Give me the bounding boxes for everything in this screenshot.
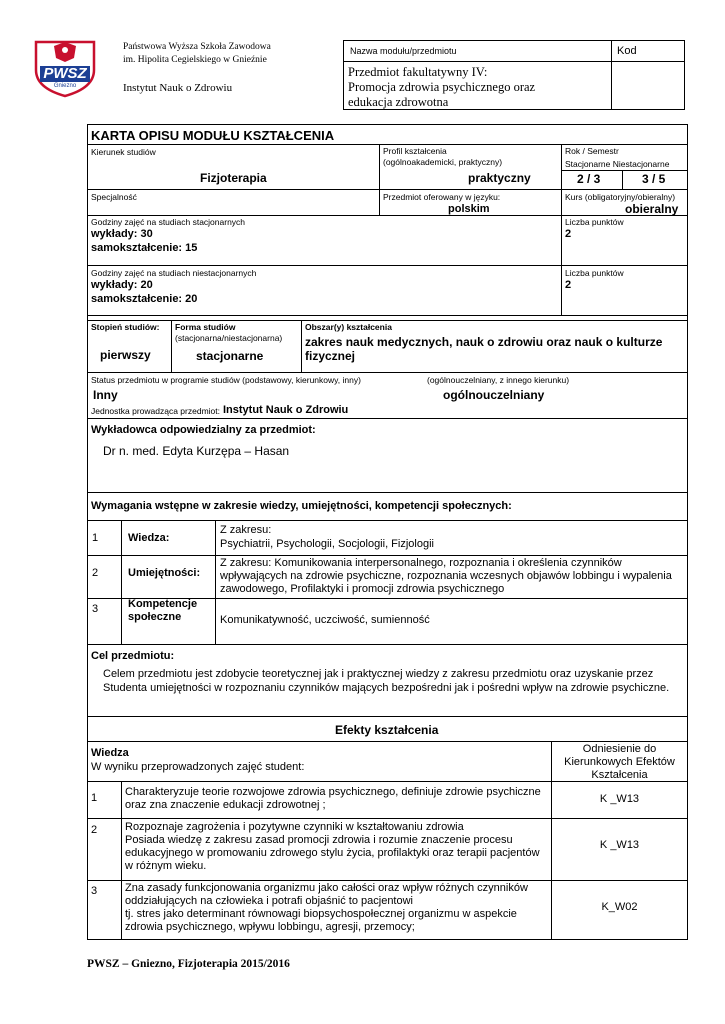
area-value: zakres nauk medycznych, nauk o zdrowiu oraz nauk o kulturze fizycznej: [305, 335, 663, 363]
requirement-row: 1 Wiedza: Z zakresu: Psychiatrii, Psychologii, Socjologii, Fizjologii: [92, 524, 434, 550]
year-label: Rok / Semestr: [565, 146, 619, 156]
goal-text: Celem przedmiotu jest zdobycie teoretycznej jak i praktycznej wiedzy z zakresu przedmiotu oraz uzyskanie przez Studenta umiejętności w rozpoznaniu czynników mających bezpośredni jak i pośredni wpływ na zdrowie psychiczne.: [103, 668, 670, 694]
course-label: Kurs (obligatoryjny/obieralny): [565, 192, 676, 202]
requirement-row: 2 Umiejętności: Z zakresu: Komunikowania interpersonalnego, rozpoznania i określenia czynników wpływających na zdrowie psychiczne, rozpoznania wczesnych objawów lobbingu i wypalenia zawodowego, Profilaktyki i promocji zdrowia psychicznego: [92, 557, 672, 595]
degree-value: pierwszy: [100, 348, 151, 362]
profile-value: praktyczny: [468, 171, 531, 185]
hours-nonstationary-label: Godziny zajęć na studiach niestacjonarnych: [91, 268, 257, 278]
code-value-cell: [611, 61, 685, 110]
goal-label: Cel przedmiotu:: [91, 650, 175, 662]
hours-stationary-label: Godziny zajęć na studiach stacjonarnych: [91, 217, 246, 227]
language-value: polskim: [448, 203, 490, 215]
effects-title: Efekty kształcenia: [335, 723, 439, 737]
hours-nonstationary-lectures: wykłady: 20: [91, 279, 153, 291]
module-title-cell: [343, 61, 612, 110]
degree-label: Stopień studiów:: [91, 322, 160, 332]
points-nonstationary-label: Liczba punktów: [565, 268, 624, 278]
year-stationary: 2 / 3: [577, 172, 601, 186]
school-line-1: Państwowa Wyższa Szkoła Zawodowa: [123, 42, 271, 52]
speciality-label: Specjalność: [91, 192, 137, 202]
course-value: obieralny: [625, 202, 679, 216]
knowledge-sublabel: W wyniku przeprowadzonych zajęć student:: [91, 761, 305, 773]
points-nonstationary-value: 2: [565, 279, 572, 291]
school-name: [123, 41, 271, 67]
module-name-label-cell: Nazwa modułu/przedmiotu: [343, 40, 612, 62]
knowledge-label: Wiedza: [91, 747, 129, 759]
hours-stationary-lectures: wykłady: 30: [91, 228, 153, 240]
school-logo: [30, 36, 100, 98]
field-value: Fizjoterapia: [200, 171, 267, 185]
institute-name: Instytut Nauk o Zdrowiu: [123, 82, 233, 94]
effect-row: 1 Charakteryzuje teorie rozwojowe zdrowia psychicznego, definiuje zdrowie psychiczne oraz zna znaczenie edukacji zdrowotnej ; K _W13: [91, 786, 640, 811]
status-label: Status przedmiotu w programie studiów (podstawowy, kierunkowy, inny): [91, 375, 361, 385]
logo-text: PWSZ: [43, 65, 87, 82]
reference-header: Odniesienie do Kierunkowych Efektów Kształcenia: [564, 743, 675, 781]
hours-stationary-self: samokształcenie: 15: [91, 242, 198, 254]
form-value: stacjonarne: [196, 349, 264, 363]
code-label-cell: Kod: [611, 40, 685, 62]
points-stationary-value: 2: [565, 228, 572, 240]
year-nonstationary: 3 / 5: [642, 172, 666, 186]
status-value: Inny: [93, 388, 118, 402]
effect-row: 3 Zna zasady funkcjonowania organizmu jako całości oraz wpływ różnych czynników oddziałujących na człowieka i potrafi objaśnić to pacjentowi tj. stres jako determinant równowagi biopsychospołecznej organizmu w aspekcie zdrowia psychicznego, wpływu lobbingu, agresji, przemocy; K_W02: [91, 882, 638, 933]
language-label: Przedmiot oferowany w języku:: [383, 192, 501, 202]
points-stationary-label: Liczba punktów: [565, 217, 624, 227]
unit-label: Jednostka prowadząca przedmiot:: [91, 406, 220, 416]
module-title: Przedmiot fakultatywny IV: Promocja zdrowia psychicznego oraz edukacja zdrowotna: [348, 65, 536, 109]
school-line-2: im. Hipolita Cegielskiego w Gnieźnie: [123, 55, 267, 65]
logo-subtext: Gniezno: [53, 83, 77, 89]
field-label: Kierunek studiów: [91, 147, 156, 157]
unit-value: Instytut Nauk o Zdrowiu: [223, 404, 349, 416]
area-label: Obszar(y) kształcenia: [305, 322, 392, 332]
form-label: Forma studiów (stacjonarna/niestacjonarna): [175, 322, 283, 343]
footer-text: PWSZ – Gniezno, Fizjoterapia 2015/2016: [87, 958, 290, 970]
profile-label: Profil kształcenia (ogólnoakademicki, praktyczny): [383, 146, 503, 167]
year-sublabel: Stacjonarne Niestacjonarne: [565, 159, 670, 169]
requirements-title: Wymagania wstępne w zakresie wiedzy, umiejętności, kompetencji społecznych:: [91, 500, 512, 512]
hours-nonstationary-self: samokształcenie: 20: [91, 293, 198, 305]
card-title: KARTA OPISU MODUŁU KSZTAŁCENIA: [91, 128, 335, 143]
requirement-row: 3 Kompetencje społeczne Komunikatywność, uczciwość, sumienność: [92, 598, 430, 626]
general-label: (ogólnouczelniany, z innego kierunku): [427, 375, 570, 385]
general-value: ogólnouczelniany: [443, 388, 545, 402]
effect-row: 2 Rozpoznaje zagrożenia i pozytywne czynniki w kształtowaniu zdrowia Posiada wiedzę z zakresu zasad promocji zdrowia i rozumie znaczenie procesu edukacyjnego w promowaniu zdrowego stylu życia, profilaktyki oraz terapii pacjentów w różnym wieku. K _W13: [91, 821, 640, 872]
lecturer-label: Wykładowca odpowiedzialny za przedmiot:: [91, 424, 316, 436]
lecturer-value: Dr n. med. Edyta Kurzępa – Hasan: [103, 444, 290, 458]
